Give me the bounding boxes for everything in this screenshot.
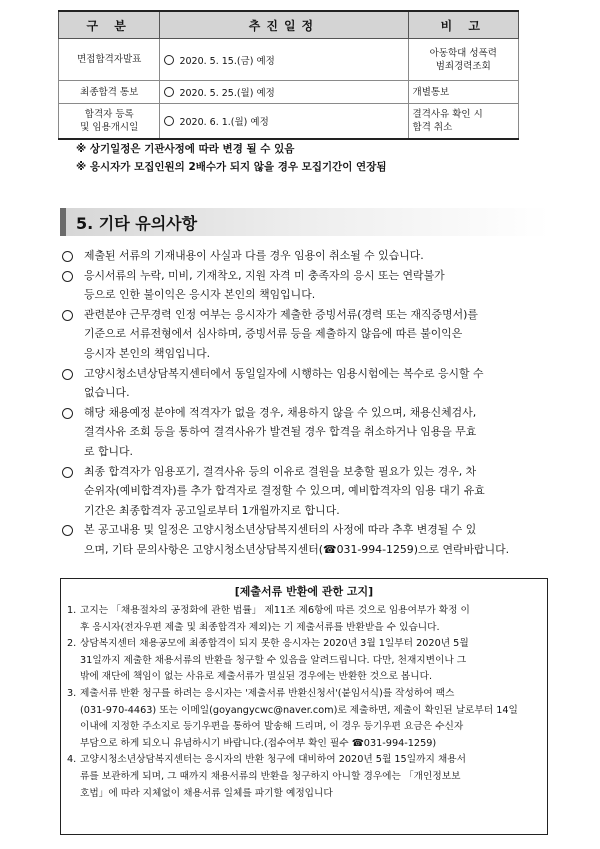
row-note-line: 아동학대 성폭력 bbox=[429, 47, 497, 59]
circle-bullet-icon bbox=[164, 55, 174, 65]
list-item-line: (031-970-4463) 또는 이메일(goyangycwc@naver.com)로 제출하면, 제출이 확인된 날로부터 14일 bbox=[80, 704, 518, 716]
list-item-line: 31일까지 제출한 채용서류의 반환을 청구할 수 있음을 알려드립니다. 다만, 천재지변이나 그 bbox=[80, 654, 467, 666]
list-item-line: 고지는 「채용절차의 공정화에 관한 법률」 제11조 제6항에 따른 것으로 임용여부가 확정 이 bbox=[80, 605, 470, 616]
item-number: 4. bbox=[67, 754, 77, 766]
list-item bbox=[62, 403, 562, 462]
schedule-notes bbox=[76, 140, 386, 176]
list-item-line: 부담으로 하게 되오니 유념하시기 바랍니다.(접수여부 확인 필수 ☎031-994-1259) bbox=[80, 737, 437, 749]
section-heading bbox=[60, 208, 549, 236]
notice-box-title: [제출서류 반환에 관한 고지] bbox=[234, 585, 374, 598]
list-item-line: 류를 보관하게 되며, 그 때까지 채용서류의 반환을 청구하지 아니할 경우에는 「개인정보보 bbox=[80, 770, 461, 782]
notice-list bbox=[62, 246, 562, 560]
header-category: 구 분 bbox=[59, 11, 160, 39]
circle-bullet-icon bbox=[62, 408, 73, 419]
list-item-line: 해당 채용예정 분야에 적격자가 없을 경우, 채용하지 않을 수 있으며, 채용신체검사, bbox=[84, 405, 477, 419]
list-item-line: 밖에 재단에 책임이 없는 사유로 제출서류가 멸실된 경우에는 반환한 것으로 봅니다. bbox=[80, 671, 433, 683]
row-category: 면접합격자발표 bbox=[59, 39, 160, 81]
list-item-line: 응시자 본인의 책임입니다. bbox=[84, 346, 211, 360]
row-date-cell bbox=[160, 104, 408, 140]
circle-bullet-icon bbox=[62, 310, 73, 321]
row-note-line: 범죄경력조회 bbox=[435, 60, 491, 72]
header-schedule: 추진일정 bbox=[160, 11, 408, 39]
list-item-line: 제출된 서류의 기재내용이 사실과 다를 경우 임용이 취소될 수 있습니다. bbox=[84, 249, 424, 262]
circle-bullet-icon bbox=[164, 87, 174, 97]
list-item-line: 상담복지센터 채용공모에 최종합격이 되지 못한 응시자는 2020년 3월 1일부터 2020년 5월 bbox=[80, 638, 469, 650]
row-note: 개별통보 bbox=[408, 81, 518, 104]
table-row bbox=[59, 104, 519, 140]
schedule-table bbox=[58, 10, 519, 140]
row-note-line: 합격 취소 bbox=[412, 122, 453, 133]
circle-bullet-icon bbox=[62, 251, 73, 262]
list-item bbox=[62, 364, 562, 403]
list-item bbox=[67, 686, 543, 752]
list-item bbox=[62, 246, 562, 266]
circle-bullet-icon bbox=[164, 116, 174, 126]
row-date-cell bbox=[160, 39, 408, 81]
note-line: ※ 응시자가 모집인원의 2배수가 되지 않을 경우 모집기간이 연장됨 bbox=[76, 161, 387, 173]
row-date: 2020. 5. 25.(월) 예정 bbox=[179, 88, 275, 99]
list-item-line: 응시서류의 누락, 미비, 기재착오, 지원 자격 미 충족자의 응시 또는 연락불가 bbox=[84, 268, 445, 282]
list-item-line: 제출서류 반환 청구를 하려는 응시자는 '제출서류 반환신청서'(붙임서식)를 작성하여 팩스 bbox=[80, 687, 455, 699]
section-accent-bar bbox=[60, 208, 66, 236]
item-number: 2. bbox=[67, 638, 77, 650]
list-item-line: 관련분야 근무경력 인정 여부는 응시자가 제출한 증빙서류(경력 또는 재직증명서)를 bbox=[84, 307, 478, 321]
row-date: 2020. 5. 15.(금) 예정 bbox=[179, 55, 275, 67]
item-number: 1. bbox=[67, 605, 77, 616]
list-item-line: 없습니다. bbox=[84, 386, 130, 400]
list-item bbox=[67, 636, 543, 686]
row-note bbox=[408, 104, 518, 140]
list-item-line: 이내에 지정한 주소지로 등기우편을 통하여 발송해 드리며, 이 경우 등기우편 요금은 수신자 bbox=[80, 721, 464, 733]
list-item bbox=[62, 305, 562, 364]
circle-bullet-icon bbox=[62, 369, 73, 380]
list-item-line: 기준으로 서류전형에서 심사하며, 증빙서류 등을 제출하지 않음에 따른 불이익은 bbox=[84, 327, 463, 341]
list-item bbox=[62, 266, 562, 305]
circle-bullet-icon bbox=[62, 525, 73, 536]
list-item bbox=[62, 462, 562, 521]
row-category: 최종합격 통보 bbox=[59, 81, 160, 104]
notice-box-list bbox=[67, 603, 543, 802]
list-item-line: 순위자(예비합격자)를 추가 합격자로 결정할 수 있으며, 예비합격자의 임용 대기 유효 bbox=[84, 484, 485, 498]
list-item-line: 기간은 최종합격자 공고일로부터 1개월까지로 합니다. bbox=[84, 503, 340, 517]
row-date: 2020. 6. 1.(월) 예정 bbox=[179, 117, 269, 128]
list-item bbox=[67, 752, 543, 802]
row-category bbox=[59, 104, 160, 140]
list-item bbox=[67, 603, 543, 636]
list-item-line: 호법」에 따라 지체없이 채용서류 일체를 파기할 예정입니다 bbox=[80, 787, 333, 799]
table-row bbox=[59, 39, 519, 81]
section-title: 5. 기타 유의사항 bbox=[76, 214, 198, 233]
note-line: ※ 상기일정은 기관사정에 따라 변경 될 수 있음 bbox=[76, 143, 295, 155]
list-item-line: 본 공고내용 및 일정은 고양시청소년상담복지센터의 사정에 따라 추후 변경될 수 있 bbox=[84, 523, 477, 537]
header-note: 비 고 bbox=[408, 11, 518, 39]
item-number: 3. bbox=[67, 687, 77, 699]
schedule-header-row bbox=[59, 11, 519, 39]
row-note-line: 결격사유 확인 시 bbox=[412, 109, 483, 120]
row-category-line: 합격자 등록 bbox=[84, 109, 134, 120]
list-item-line: 고양시청소년상담복지센터에서 동일일자에 시행하는 임용시험에는 복수로 응시할 수 bbox=[84, 366, 484, 380]
list-item-line: 최종 합격자가 임용포기, 결격사유 등의 이유로 결원을 보충할 필요가 있는 경우, 차 bbox=[84, 464, 477, 478]
list-item-line: 고양시청소년상담복지센터는 응시자의 반환 청구에 대비하여 2020년 5월 15일까지 채용서 bbox=[80, 754, 466, 766]
list-item-line: 결격사유 조회 등을 통하여 결격사유가 발견될 경우 합격을 취소하거나 임용을 무효 bbox=[84, 425, 477, 439]
list-item-line: 후 응시자(전자우편 제출 및 최종합격자 제외)는 기 제출서류를 반환받을 수 있습니다. bbox=[80, 621, 440, 633]
list-item-line: 등으로 인한 불이익은 응시자 본인의 책임입니다. bbox=[84, 288, 316, 302]
row-category-line: 및 임용개시일 bbox=[80, 122, 139, 133]
list-item-line: 으며, 기타 문의사항은 고양시청소년상담복지센터(☎031-994-1259)으로 연락바랍니다. bbox=[84, 542, 510, 556]
row-note bbox=[408, 39, 518, 81]
document-return-notice-box bbox=[60, 578, 548, 835]
list-item-line: 로 합니다. bbox=[84, 444, 134, 458]
circle-bullet-icon bbox=[62, 467, 73, 478]
row-date-cell bbox=[160, 81, 408, 104]
circle-bullet-icon bbox=[62, 271, 73, 282]
table-row bbox=[59, 81, 519, 104]
list-item bbox=[62, 520, 562, 559]
